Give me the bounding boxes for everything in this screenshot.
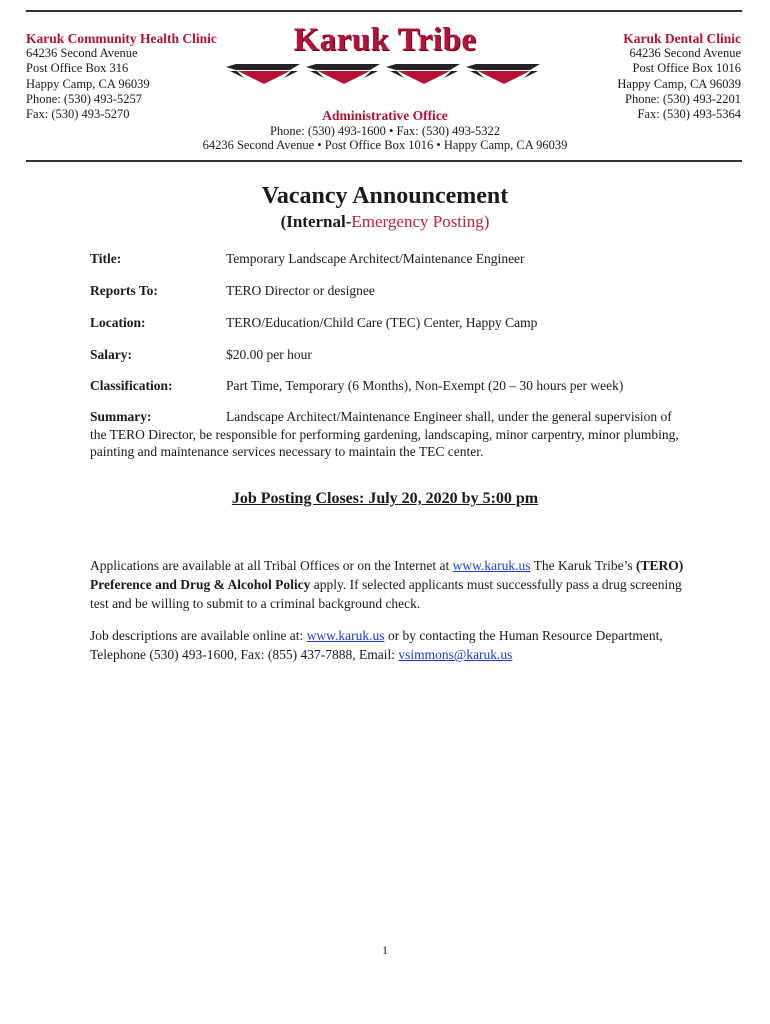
karuk-website-link[interactable]: www.karuk.us [452,558,531,573]
job-descriptions-paragraph: Job descriptions are available online at: www.karuk.us or by contacting the Human Resource Department, Telephone (530) 493-1600, Fax: (855) 437-7888, Email: vsimmons@karuk.us [90,628,663,662]
salary-value: $20.00 per hour [226,347,312,362]
administrative-office-heading: Administrative Office [322,108,448,123]
logo-unit [466,64,540,84]
summary-label: Summary: [90,409,152,424]
health-clinic-line: 64236 Second Avenue [26,46,138,61]
health-clinic-name: Karuk Community Health Clinic [26,31,217,46]
location-label: Location: [90,315,146,330]
logo-unit [306,64,380,84]
dental-clinic-line: Phone: (530) 493-2201 [625,91,741,106]
classification-label: Classification: [90,378,173,393]
top-rule [26,10,742,12]
karuk-logo-icon [226,62,544,86]
health-clinic-line: Fax: (530) 493-5270 [26,107,130,122]
health-clinic-line: Happy Camp, CA 96039 [26,76,150,91]
health-clinic-line: Post Office Box 316 [26,61,129,76]
summary [90,408,690,461]
admin-contact-line: Phone: (530) 493-1600 • Fax: (530) 493-5322 [269,124,501,138]
title-label: Title: [90,251,122,266]
title-value: Temporary Landscape Architect/Maintenance Engineer [226,251,525,266]
dental-clinic-line: Fax: (530) 493-5364 [637,107,741,122]
dental-clinic-line: Post Office Box 1016 [632,61,741,76]
email-link[interactable]: vsimmons@karuk.us [398,647,513,662]
karuk-website-link-2[interactable]: www.karuk.us [306,628,385,643]
admin-address-line: 64236 Second Avenue • Post Office Box 1016 • Happy Camp, CA 96039 [202,138,568,152]
salary-label: Salary: [90,347,132,362]
classification-value: Part Time, Temporary (6 Months), Non-Exempt (20 – 30 hours per week) [226,378,624,393]
tribe-title: Karuk Tribe [293,22,477,58]
reports-to-label: Reports To: [90,283,158,298]
logo-unit [226,64,300,84]
dental-clinic-line: Happy Camp, CA 96039 [617,76,741,91]
location-value: TERO/Education/Child Care (TEC) Center, Happy Camp [226,315,538,330]
reports-to-value: TERO Director or designee [226,283,375,298]
posting-type: (Internal-Emergency Posting) [280,212,490,231]
posting-close-date: Job Posting Closes: July 20, 2020 by 5:00 pm [231,490,539,507]
logo-unit [386,64,460,84]
page-number: 1 [382,943,388,957]
page-title: Vacancy Announcement [261,183,509,209]
health-clinic-line: Phone: (530) 493-5257 [26,91,142,106]
applications-paragraph: Applications are available at all Tribal Offices or on the Internet at www.karuk.us The Karuk Tribe’s (TERO) Preference and Drug & Alcohol Policy apply. If selected applicants must successfully pass a drug screening test and be willing to submit to a criminal background check. [90,558,684,611]
header-divider [26,160,742,162]
dental-clinic-line: 64236 Second Avenue [629,46,741,61]
summary-text: Landscape Architect/Maintenance Engineer shall, under the general supervision of the TERO Director, be responsible for performing gardening, landscaping, minor carpentry, minor plumbing, painting and maintenance services necessary to maintain the TEC center. [90,409,679,459]
dental-clinic-name: Karuk Dental Clinic [623,31,741,46]
